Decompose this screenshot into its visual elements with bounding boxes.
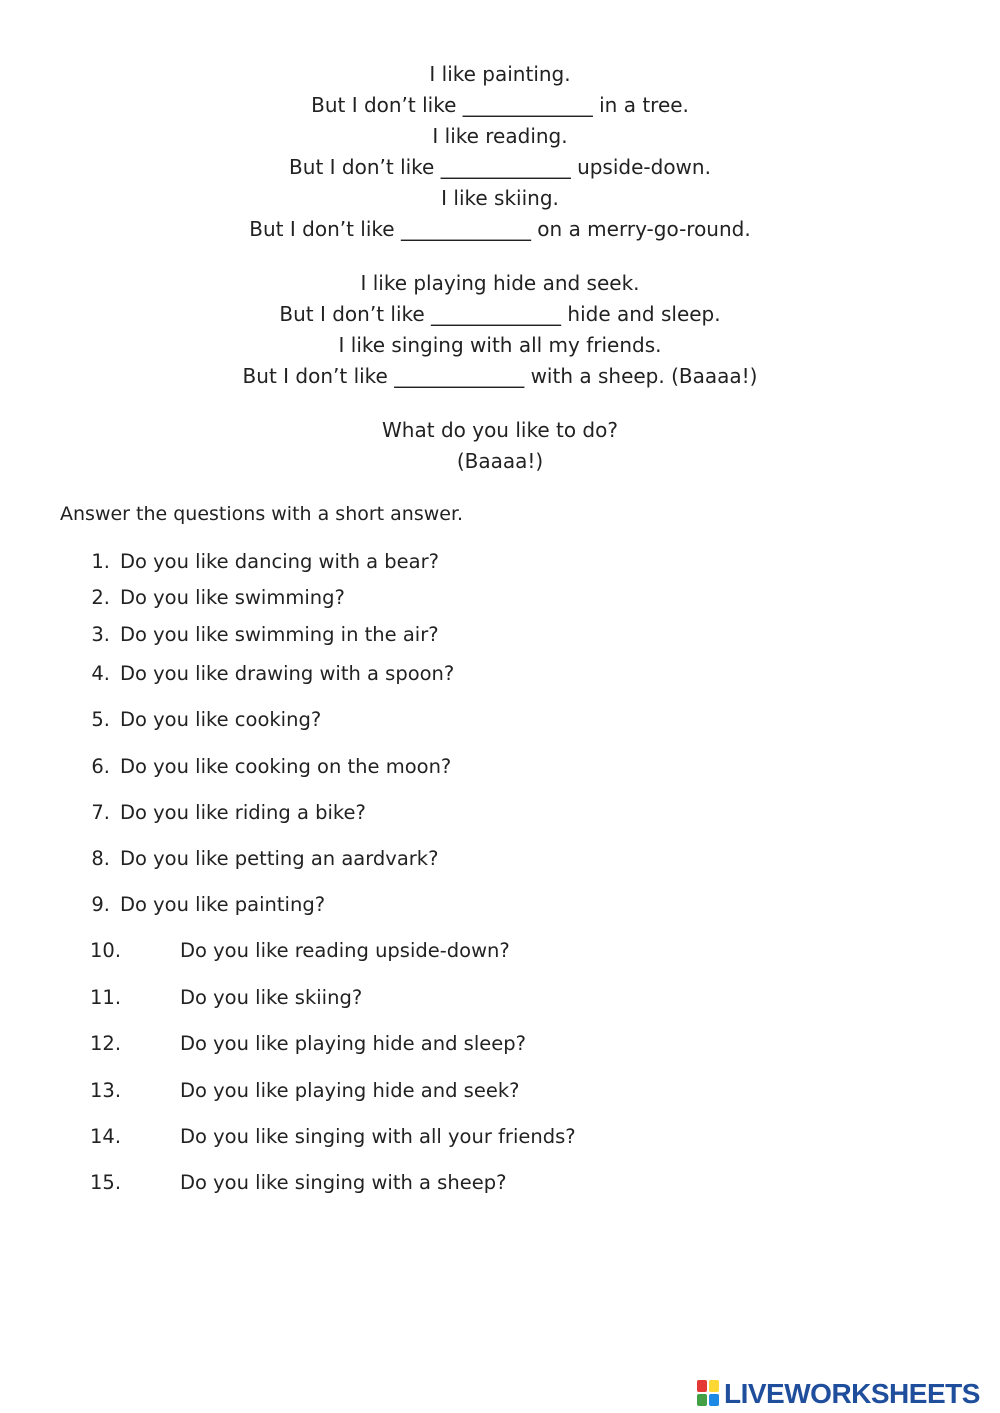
question-text: Do you like cooking? xyxy=(120,708,322,731)
poem-line: I like singing with all my friends. xyxy=(338,333,662,357)
poem-stanza-2 xyxy=(0,268,1000,392)
question-number: 1. xyxy=(91,550,110,573)
poem-line: I like reading. xyxy=(432,124,568,148)
question-number: 12. xyxy=(90,1032,122,1055)
question-text: Do you like playing hide and seek? xyxy=(180,1079,520,1102)
question-text: Do you like petting an aardvark? xyxy=(120,847,439,870)
question-number: 9. xyxy=(91,893,110,916)
logo-square xyxy=(697,1380,707,1392)
question-text: Do you like drawing with a spoon? xyxy=(120,662,455,685)
instruction-text: Answer the questions with a short answer. xyxy=(60,503,464,525)
poem-line: But I don’t like _____________ in a tree. xyxy=(311,93,689,117)
question-number: 10. xyxy=(90,939,122,962)
poem-stanza-3 xyxy=(0,415,1000,477)
liveworksheets-logo[interactable] xyxy=(697,1378,980,1410)
question-number: 5. xyxy=(91,708,110,731)
question-number: 15. xyxy=(90,1171,122,1194)
question-text: Do you like skiing? xyxy=(180,986,363,1009)
poem-line: I like skiing. xyxy=(441,186,559,210)
question-number: 4. xyxy=(91,662,110,685)
question-number: 7. xyxy=(91,801,110,824)
question-text: Do you like playing hide and sleep? xyxy=(180,1032,526,1055)
question-number: 14. xyxy=(90,1125,122,1148)
poem-line: I like playing hide and seek. xyxy=(360,271,640,295)
poem-line: But I don’t like _____________ with a sheep. (Baaaa!) xyxy=(242,364,758,388)
poem-line: But I don’t like _____________ upside-down. xyxy=(289,155,711,179)
poem-line: But I don’t like _____________ on a merry-go-round. xyxy=(249,217,751,241)
poem-line: What do you like to do? xyxy=(382,418,618,442)
poem-line: (Baaaa!) xyxy=(456,449,544,473)
question-text: Do you like singing with a sheep? xyxy=(180,1171,507,1194)
logo-square xyxy=(709,1380,719,1392)
poem-line: I like painting. xyxy=(429,62,571,86)
question-text: Do you like dancing with a bear? xyxy=(120,550,439,573)
logo-text: LIVEWORKSHEETS xyxy=(724,1378,980,1409)
question-number: 8. xyxy=(91,847,110,870)
question-text: Do you like cooking on the moon? xyxy=(120,755,452,778)
question-number: 2. xyxy=(91,586,110,609)
question-number: 6. xyxy=(91,755,110,778)
logo-square xyxy=(709,1394,719,1406)
liveworksheets-logo-icon xyxy=(697,1380,721,1408)
question-text: Do you like swimming? xyxy=(120,586,345,609)
question-text: Do you like singing with all your friends? xyxy=(180,1125,576,1148)
question-number: 11. xyxy=(90,986,122,1009)
logo-square xyxy=(697,1394,707,1406)
question-number: 13. xyxy=(90,1079,122,1102)
question-text: Do you like painting? xyxy=(120,893,326,916)
poem-line: But I don’t like _____________ hide and sleep. xyxy=(279,302,721,326)
question-text: Do you like riding a bike? xyxy=(120,801,366,824)
question-text: Do you like swimming in the air? xyxy=(120,623,439,646)
question-text: Do you like reading upside-down? xyxy=(180,939,510,962)
question-number: 3. xyxy=(91,623,110,646)
poem-stanza-1 xyxy=(0,59,1000,245)
